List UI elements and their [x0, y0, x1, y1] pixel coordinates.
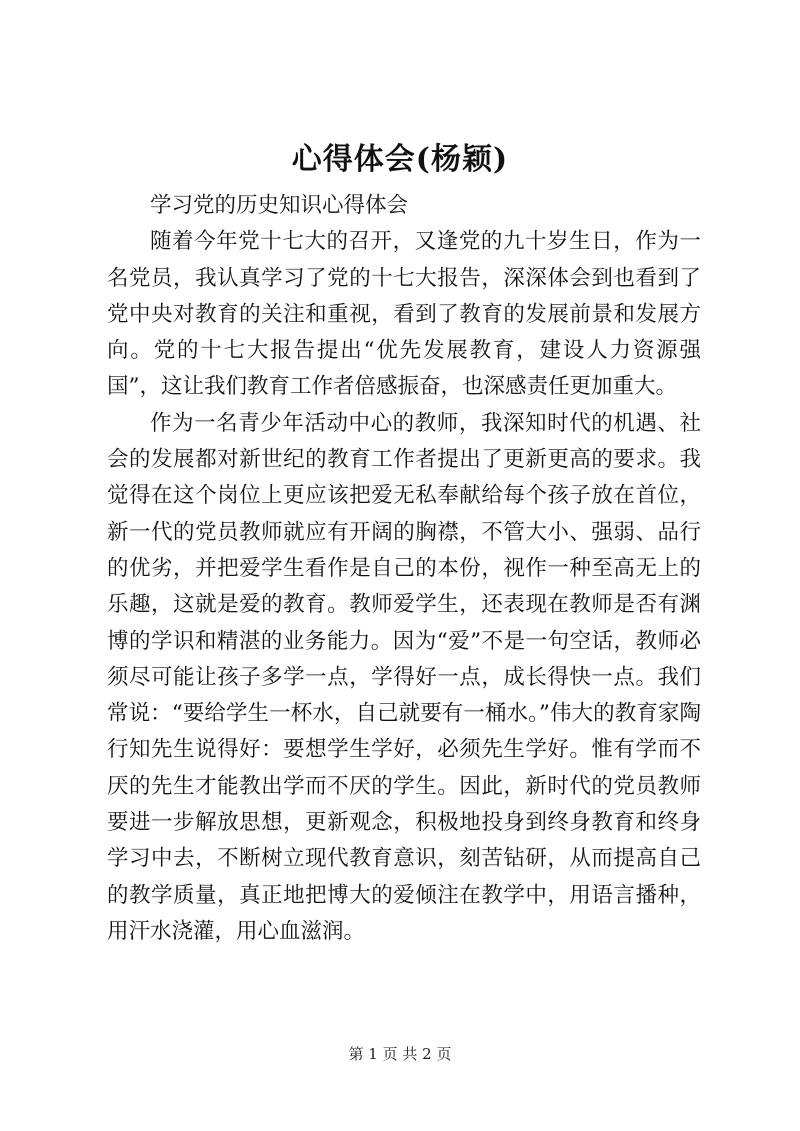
document-subtitle: 学习党的历史知识心得体会: [150, 193, 409, 218]
paragraph-2: 作为一名青少年活动中心的教师，我深知时代的机遇、社会的发展都对新世纪的教育工作者提出了更新更高的要求。我觉得在这个岗位上更应该把爱无私奉献给每个孩子放在首位，新一代的党员教师就应有开阔的胸襟，不管大小、强弱、品行的优劣，并把爱学生看作是自己的本份，视作一种至高无上的乐趣，这就是爱的教育。教师爱学生，还表现在教师是否有渊博的学识和精湛的业务能力。因为“爱”不是一句空话，教师必须尽可能让孩子多学一点，学得好一点，成长得快一点。我们常说：“要给学生一杯水，自己就要有一桶水。”伟大的教育家陶行知先生说得好：要想学生学好，必须先生学好。惟有学而不厌的先生才能教出学而不厌的学生。因此，新时代的党员教师要进一步解放思想，更新观念，积极地投身到终身教育和终身学习中去，不断树立现代教育意识，刻苦钻研，从而提高自己的教学质量，真正地把博大的爱倾注在教学中，用语言播种，用汗水浇灌，用心血滋润。: [107, 410, 701, 944]
paragraph-1: 随着今年党十七大的召开，又逢党的九十岁生日，作为一名党员，我认真学习了党的十七大报告，深深体会到也看到了党中央对教育的关注和重视，看到了教育的发展前景和发展方向。党的十七大报告提出“优先发展教育，建设人力资源强国”，这让我们教育工作者倍感振奋，也深感责任更加重大。: [107, 229, 701, 400]
page-footer: 第 1 页 共 2 页: [348, 1045, 452, 1063]
document-body: [107, 188, 701, 950]
page-title: 心得体会(杨颖): [291, 142, 509, 177]
